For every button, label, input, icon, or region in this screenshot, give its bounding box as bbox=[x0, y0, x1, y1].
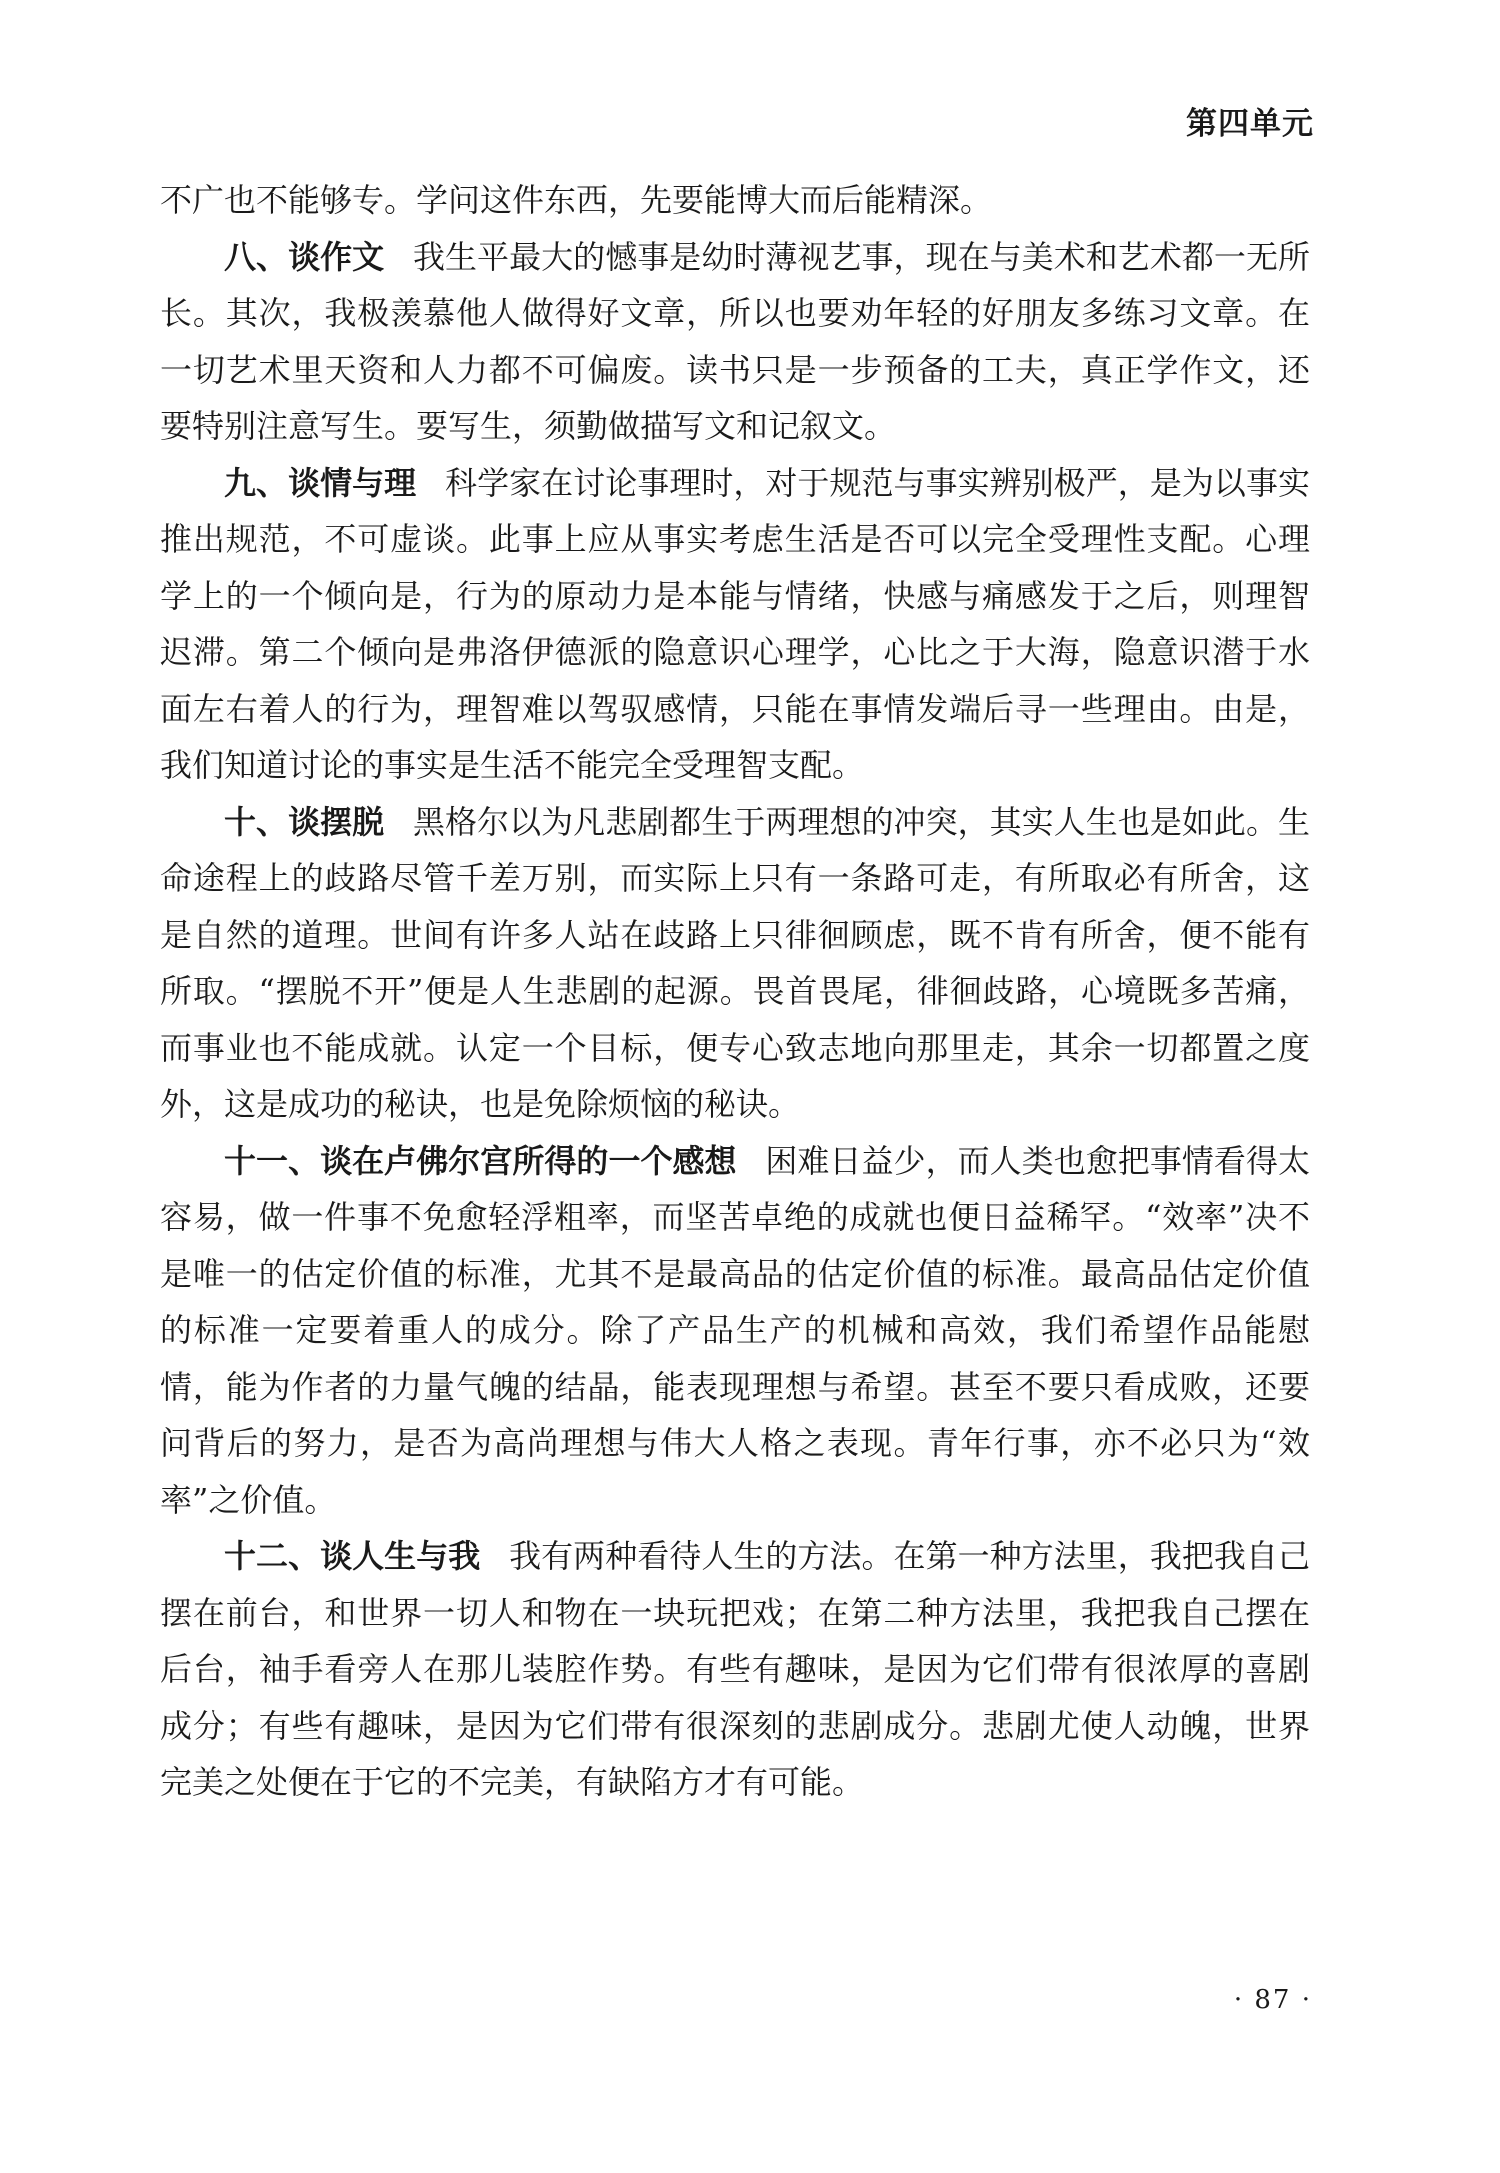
section-heading: 十、谈摆脱 bbox=[224, 802, 385, 841]
unit-title: 第四单元 bbox=[1186, 106, 1314, 142]
paragraph-text: 我生平最大的憾事是幼时薄视艺事，现在与美术和艺术都一无所长。其次，我极羡慕他人做得好文章，所以也要劝年轻的好朋友多练习文章。在一切艺术里天资和人力都不可偏废。读书只是一步预备的工夫，真正学作文，还要特别注意写生。要写生，须勤做描写文和记叙文。 bbox=[160, 237, 1310, 445]
section-heading: 八、谈作文 bbox=[224, 237, 385, 276]
paragraph-on-louvre bbox=[160, 1133, 1310, 1529]
section-heading: 九、谈情与理 bbox=[224, 463, 417, 502]
section-heading: 十二、谈人生与我 bbox=[224, 1537, 481, 1575]
article-body bbox=[160, 172, 1310, 1811]
paragraph-on-letting-go bbox=[160, 794, 1310, 1133]
paragraph-text: 黑格尔以为凡悲剧都生于两理想的冲突，其实人生也是如此。生命途程上的歧路尽管千差万别，而实际上只有一条路可走，有所取必有所舍，这是自然的道理。世间有许多人站在歧路上只徘徊顾虑，既不肯有所舍，便不能有所取。“摆脱不开”便是人生悲剧的起源。畏首畏尾，徘徊歧路，心境既多苦痛，而事业也不能成就。认定一个目标，便专心致志地向那里走，其余一切都置之度外，这是成功的秘诀，也是免除烦恼的秘诀。 bbox=[160, 802, 1310, 1123]
paragraph-text: 科学家在讨论事理时，对于规范与事实辨别极严，是为以事实推出规范，不可虚谈。此事上应从事实考虑生活是否可以完全受理性支配。心理学上的一个倾向是，行为的原动力是本能与情绪，快感与痛感发于之后，则理智迟滞。第二个倾向是弗洛伊德派的隐意识心理学，心比之于大海，隐意识潜于水面左右着人的行为，理智难以驾驭感情，只能在事情发端后寻一些理由。由是，我们知道讨论的事实是生活不能完全受理智支配。 bbox=[160, 463, 1310, 784]
page-number: · 87 · bbox=[1233, 1985, 1312, 2015]
paragraph-text: 我有两种看待人生的方法。在第一种方法里，我把我自己摆在前台，和世界一切人和物在一块玩把戏；在第二种方法里，我把我自己摆在后台，袖手看旁人在那儿装腔作势。有些有趣味，是因为它们带有很浓厚的喜剧成分；有些有趣味，是因为它们带有很深刻的悲剧成分。悲剧尤使人动魄，世界完美之处便在于它的不完美，有缺陷方才有可能。 bbox=[160, 1537, 1310, 1801]
paragraph-on-life-and-self bbox=[160, 1528, 1310, 1811]
paragraph-on-emotion-reason bbox=[160, 455, 1310, 794]
section-heading: 十一、谈在卢佛尔宫所得的一个感想 bbox=[224, 1141, 737, 1180]
paragraph-text: 不广也不能够专。学问这件东西，先要能博大而后能精深。 bbox=[160, 181, 993, 219]
paragraph-text: 困难日益少，而人类也愈把事情看得太容易，做一件事不免愈轻浮粗率，而坚苦卓绝的成就也便日益稀罕。“效率”决不是唯一的估定价值的标准，尤其不是最高品的估定价值的标准。最高品估定价值的标准一定要着重人的成分。除了产品生产的机械和高效，我们希望作品能慰情，能为作者的力量气魄的结晶，能表现理想与希望。甚至不要只看成败，还要问背后的努力，是否为高尚理想与伟大人格之表现。青年行事，亦不必只为“效率”之价值。 bbox=[160, 1141, 1310, 1519]
paragraph-on-writing bbox=[160, 229, 1310, 455]
paragraph-0 bbox=[160, 172, 1310, 229]
